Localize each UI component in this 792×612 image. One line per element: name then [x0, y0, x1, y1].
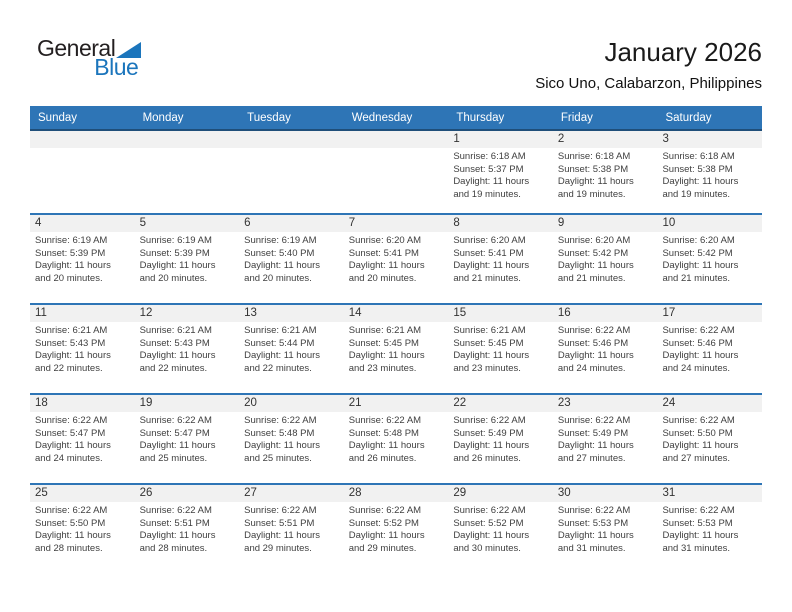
sunrise-text: Sunrise: 6:19 AM: [139, 235, 212, 246]
sunrise-text: Sunrise: 6:22 AM: [348, 415, 422, 426]
daylight-text: Daylight: 11 hours and 20 minutes.: [35, 260, 111, 284]
day-details: [448, 322, 553, 375]
sunset-text: Sunset: 5:49 PM: [453, 427, 524, 439]
sunset-text: Sunset: 5:44 PM: [244, 337, 315, 349]
day-details: [30, 412, 135, 465]
day-cell-3[interactable]: [657, 131, 762, 213]
sunrise-text: Sunrise: 6:22 AM: [557, 505, 631, 516]
weekday-thursday: Thursday: [456, 111, 505, 124]
sunset-text: Sunset: 5:45 PM: [453, 337, 524, 349]
sunrise-text: Sunrise: 6:22 AM: [244, 505, 317, 516]
date-number: 20: [239, 395, 344, 412]
sunrise-text: Sunrise: 6:22 AM: [244, 415, 317, 426]
day-cell-8[interactable]: [448, 215, 553, 303]
sunset-text: Sunset: 5:47 PM: [139, 427, 210, 439]
sunrise-text: Sunrise: 6:22 AM: [453, 505, 526, 516]
date-number: 15: [448, 305, 553, 322]
sunset-text: Sunset: 5:53 PM: [557, 517, 629, 529]
daylight-text: Daylight: 11 hours and 20 minutes.: [348, 260, 425, 284]
week-row: [30, 483, 762, 573]
date-strip-empty: [135, 131, 240, 148]
daylight-text: Daylight: 11 hours and 31 minutes.: [662, 530, 739, 554]
day-details: [30, 232, 135, 285]
day-cell-29[interactable]: [448, 485, 553, 573]
day-cell-15[interactable]: [448, 305, 553, 393]
sunset-text: Sunset: 5:38 PM: [557, 163, 629, 175]
sunrise-text: Sunrise: 6:22 AM: [557, 415, 631, 426]
sunrise-text: Sunrise: 6:22 AM: [662, 325, 735, 336]
day-details: [657, 232, 762, 285]
date-number: 8: [448, 215, 553, 232]
day-details: [239, 322, 344, 375]
date-number: 31: [657, 485, 762, 502]
day-cell-30[interactable]: [553, 485, 658, 573]
sunset-text: Sunset: 5:39 PM: [35, 247, 106, 259]
sunrise-text: Sunrise: 6:22 AM: [35, 505, 108, 516]
day-cell-7[interactable]: [344, 215, 449, 303]
date-number: 19: [135, 395, 240, 412]
date-number: 14: [344, 305, 449, 322]
daylight-text: Daylight: 11 hours and 24 minutes.: [557, 350, 634, 374]
week-row: [30, 303, 762, 393]
logo-text-general: General: [37, 35, 116, 61]
sunset-text: Sunset: 5:42 PM: [557, 247, 629, 259]
daylight-text: Daylight: 11 hours and 21 minutes.: [662, 260, 739, 284]
daylight-text: Daylight: 11 hours and 19 minutes.: [453, 176, 530, 200]
day-details: [344, 232, 449, 285]
day-cell-11[interactable]: [30, 305, 135, 393]
sunset-text: Sunset: 5:51 PM: [139, 517, 210, 529]
sunset-text: Sunset: 5:53 PM: [662, 517, 733, 529]
day-cell-empty: [344, 131, 449, 213]
date-number: 24: [657, 395, 762, 412]
day-details: [135, 232, 240, 285]
day-cell-19[interactable]: [135, 395, 240, 483]
sunset-text: Sunset: 5:50 PM: [662, 427, 733, 439]
day-cell-16[interactable]: [553, 305, 658, 393]
day-details: [657, 412, 762, 465]
sunset-text: Sunset: 5:52 PM: [453, 517, 524, 529]
day-details: [239, 412, 344, 465]
day-details: [30, 148, 135, 151]
weekday-friday: Friday: [560, 111, 593, 124]
date-number: 22: [448, 395, 553, 412]
sunrise-text: Sunrise: 6:21 AM: [139, 325, 212, 336]
day-cell-empty: [135, 131, 240, 213]
date-strip-empty: [239, 131, 344, 148]
date-number: 27: [239, 485, 344, 502]
sunrise-text: Sunrise: 6:21 AM: [453, 325, 526, 336]
sunset-text: Sunset: 5:45 PM: [348, 337, 419, 349]
day-details: [30, 502, 135, 555]
day-details: [344, 148, 449, 151]
daylight-text: Daylight: 11 hours and 20 minutes.: [139, 260, 216, 284]
sunset-text: Sunset: 5:42 PM: [662, 247, 733, 259]
date-number: 13: [239, 305, 344, 322]
daylight-text: Daylight: 11 hours and 28 minutes.: [35, 530, 111, 554]
daylight-text: Daylight: 11 hours and 24 minutes.: [662, 350, 739, 374]
sunset-text: Sunset: 5:50 PM: [35, 517, 106, 529]
sunset-text: Sunset: 5:37 PM: [453, 163, 524, 175]
date-number: 16: [553, 305, 658, 322]
daylight-text: Daylight: 11 hours and 30 minutes.: [453, 530, 530, 554]
day-cell-18[interactable]: [30, 395, 135, 483]
sunset-text: Sunset: 5:41 PM: [348, 247, 419, 259]
daylight-text: Daylight: 11 hours and 24 minutes.: [35, 440, 111, 464]
day-cell-14[interactable]: [344, 305, 449, 393]
general-blue-logo: [37, 37, 141, 79]
daylight-text: Daylight: 11 hours and 29 minutes.: [244, 530, 321, 554]
sunset-text: Sunset: 5:47 PM: [35, 427, 106, 439]
day-details: [657, 148, 762, 201]
daylight-text: Daylight: 11 hours and 25 minutes.: [139, 440, 216, 464]
daylight-text: Daylight: 11 hours and 22 minutes.: [35, 350, 111, 374]
daylight-text: Daylight: 11 hours and 19 minutes.: [662, 176, 739, 200]
sunset-text: Sunset: 5:46 PM: [557, 337, 629, 349]
month-title: January 2026: [604, 37, 762, 67]
date-number: 4: [30, 215, 135, 232]
date-number: 5: [135, 215, 240, 232]
daylight-text: Daylight: 11 hours and 28 minutes.: [139, 530, 216, 554]
sunrise-text: Sunrise: 6:18 AM: [662, 151, 735, 162]
sunrise-text: Sunrise: 6:22 AM: [348, 505, 422, 516]
day-details: [135, 412, 240, 465]
daylight-text: Daylight: 11 hours and 23 minutes.: [348, 350, 425, 374]
date-number: 7: [344, 215, 449, 232]
date-number: 11: [30, 305, 135, 322]
sunrise-text: Sunrise: 6:20 AM: [662, 235, 735, 246]
day-details: [553, 412, 658, 465]
day-cell-20[interactable]: [239, 395, 344, 483]
sunrise-text: Sunrise: 6:20 AM: [453, 235, 526, 246]
sunrise-text: Sunrise: 6:21 AM: [35, 325, 108, 336]
day-cell-2[interactable]: [553, 131, 658, 213]
date-number: 28: [344, 485, 449, 502]
weekday-header-row: [30, 106, 762, 131]
daylight-text: Daylight: 11 hours and 21 minutes.: [453, 260, 530, 284]
sunrise-text: Sunrise: 6:21 AM: [348, 325, 422, 336]
date-number: 12: [135, 305, 240, 322]
day-details: [135, 502, 240, 555]
day-details: [657, 502, 762, 555]
day-details: [448, 412, 553, 465]
daylight-text: Daylight: 11 hours and 22 minutes.: [244, 350, 321, 374]
daylight-text: Daylight: 11 hours and 27 minutes.: [662, 440, 739, 464]
day-cell-10[interactable]: [657, 215, 762, 303]
weekday-saturday: Saturday: [665, 111, 712, 124]
date-number: 2: [553, 131, 658, 148]
day-details: [657, 322, 762, 375]
day-cell-26[interactable]: [135, 485, 240, 573]
daylight-text: Daylight: 11 hours and 21 minutes.: [557, 260, 634, 284]
daylight-text: Daylight: 11 hours and 26 minutes.: [453, 440, 530, 464]
date-number: 18: [30, 395, 135, 412]
date-number: 29: [448, 485, 553, 502]
day-details: [553, 322, 658, 375]
daylight-text: Daylight: 11 hours and 29 minutes.: [348, 530, 425, 554]
day-cell-24[interactable]: [657, 395, 762, 483]
sunset-text: Sunset: 5:43 PM: [35, 337, 106, 349]
sunset-text: Sunset: 5:39 PM: [139, 247, 210, 259]
day-details: [553, 502, 658, 555]
weekday-monday: Monday: [142, 111, 184, 124]
week-row: [30, 393, 762, 483]
sunset-text: Sunset: 5:48 PM: [244, 427, 315, 439]
day-cell-empty: [239, 131, 344, 213]
day-cell-5[interactable]: [135, 215, 240, 303]
daylight-text: Daylight: 11 hours and 20 minutes.: [244, 260, 321, 284]
day-details: [344, 502, 449, 555]
day-details: [135, 322, 240, 375]
daylight-text: Daylight: 11 hours and 27 minutes.: [557, 440, 634, 464]
date-number: 10: [657, 215, 762, 232]
day-cell-17[interactable]: [657, 305, 762, 393]
day-cell-25[interactable]: [30, 485, 135, 573]
sunrise-text: Sunrise: 6:22 AM: [139, 415, 212, 426]
calendar-grid: [30, 106, 762, 573]
daylight-text: Daylight: 11 hours and 31 minutes.: [557, 530, 634, 554]
sunset-text: Sunset: 5:46 PM: [662, 337, 733, 349]
sunrise-text: Sunrise: 6:20 AM: [348, 235, 422, 246]
day-details: [553, 148, 658, 201]
sunset-text: Sunset: 5:38 PM: [662, 163, 733, 175]
day-cell-6[interactable]: [239, 215, 344, 303]
date-strip-empty: [30, 131, 135, 148]
date-number: 21: [344, 395, 449, 412]
day-cell-21[interactable]: [344, 395, 449, 483]
daylight-text: Daylight: 11 hours and 23 minutes.: [453, 350, 530, 374]
day-details: [448, 502, 553, 555]
day-cell-31[interactable]: [657, 485, 762, 573]
day-cell-9[interactable]: [553, 215, 658, 303]
date-number: 17: [657, 305, 762, 322]
sunrise-text: Sunrise: 6:22 AM: [139, 505, 212, 516]
sunrise-text: Sunrise: 6:20 AM: [557, 235, 631, 246]
day-cell-22[interactable]: [448, 395, 553, 483]
sunset-text: Sunset: 5:48 PM: [348, 427, 419, 439]
day-details: [30, 322, 135, 375]
day-details: [344, 322, 449, 375]
date-number: 30: [553, 485, 658, 502]
day-details: [448, 148, 553, 201]
date-number: 9: [553, 215, 658, 232]
sunrise-text: Sunrise: 6:19 AM: [244, 235, 317, 246]
day-cell-27[interactable]: [239, 485, 344, 573]
week-row: [30, 131, 762, 213]
sunrise-text: Sunrise: 6:21 AM: [244, 325, 317, 336]
date-number: 1: [448, 131, 553, 148]
sunrise-text: Sunrise: 6:22 AM: [35, 415, 108, 426]
sunset-text: Sunset: 5:41 PM: [453, 247, 524, 259]
sunset-text: Sunset: 5:51 PM: [244, 517, 315, 529]
location-subtitle: Sico Uno, Calabarzon, Philippines: [535, 74, 762, 92]
sunrise-text: Sunrise: 6:22 AM: [453, 415, 526, 426]
daylight-text: Daylight: 11 hours and 19 minutes.: [557, 176, 634, 200]
weekday-tuesday: Tuesday: [247, 111, 291, 124]
sunrise-text: Sunrise: 6:18 AM: [557, 151, 631, 162]
week-row: [30, 213, 762, 303]
sunrise-text: Sunrise: 6:22 AM: [662, 415, 735, 426]
day-cell-28[interactable]: [344, 485, 449, 573]
day-details: [239, 148, 344, 151]
sunset-text: Sunset: 5:49 PM: [557, 427, 629, 439]
date-number: 25: [30, 485, 135, 502]
sunrise-text: Sunrise: 6:22 AM: [662, 505, 735, 516]
sunset-text: Sunset: 5:52 PM: [348, 517, 419, 529]
weekday-wednesday: Wednesday: [351, 111, 413, 124]
day-cell-13[interactable]: [239, 305, 344, 393]
day-details: [135, 148, 240, 151]
date-strip-empty: [344, 131, 449, 148]
day-cell-empty: [30, 131, 135, 213]
date-number: 26: [135, 485, 240, 502]
logo-text-blue: Blue: [94, 54, 139, 80]
day-details: [239, 232, 344, 285]
sunset-text: Sunset: 5:43 PM: [139, 337, 210, 349]
day-details: [344, 412, 449, 465]
daylight-text: Daylight: 11 hours and 22 minutes.: [139, 350, 216, 374]
day-cell-4[interactable]: [30, 215, 135, 303]
day-cell-12[interactable]: [135, 305, 240, 393]
daylight-text: Daylight: 11 hours and 26 minutes.: [348, 440, 425, 464]
sunset-text: Sunset: 5:40 PM: [244, 247, 315, 259]
daylight-text: Daylight: 11 hours and 25 minutes.: [244, 440, 321, 464]
date-number: 23: [553, 395, 658, 412]
sunrise-text: Sunrise: 6:18 AM: [453, 151, 526, 162]
day-details: [553, 232, 658, 285]
day-cell-23[interactable]: [553, 395, 658, 483]
weekday-sunday: Sunday: [38, 111, 78, 124]
date-number: 3: [657, 131, 762, 148]
day-cell-1[interactable]: [448, 131, 553, 213]
day-details: [239, 502, 344, 555]
sunrise-text: Sunrise: 6:22 AM: [557, 325, 631, 336]
day-details: [448, 232, 553, 285]
calendar-weeks: [30, 131, 762, 573]
title-block: [535, 38, 762, 92]
sunrise-text: Sunrise: 6:19 AM: [35, 235, 108, 246]
date-number: 6: [239, 215, 344, 232]
